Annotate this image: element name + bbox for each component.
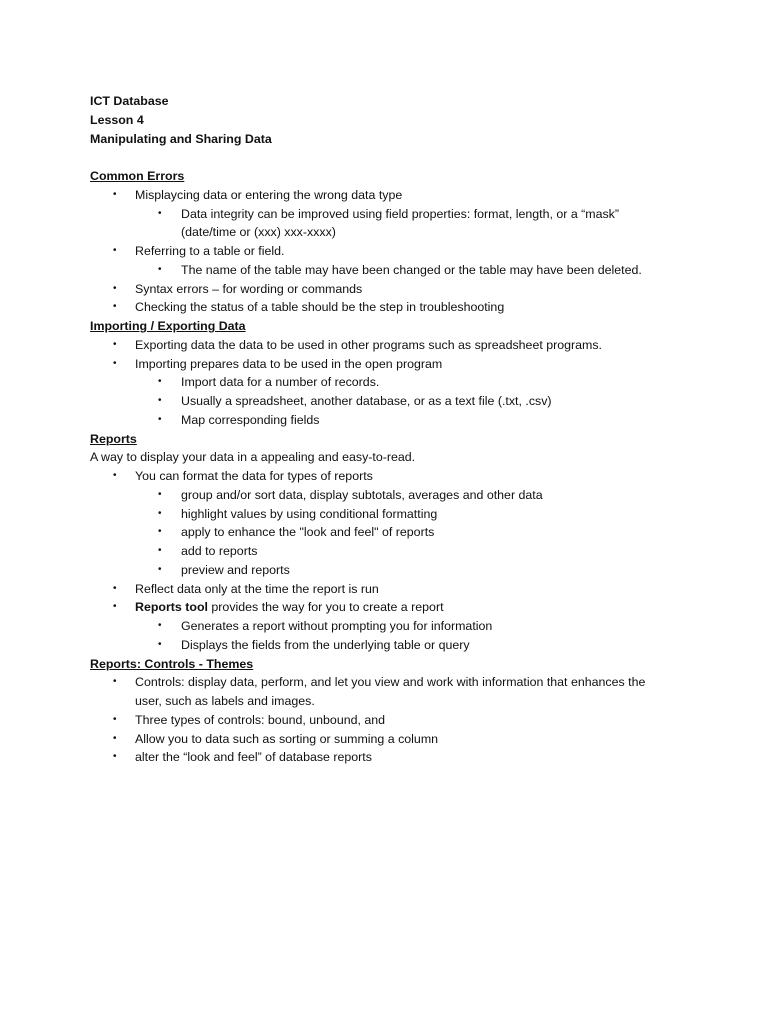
lesson-title: Manipulating and Sharing Data bbox=[90, 131, 272, 146]
list-item: • Controls: display data, perform, and let you view and work with information that enhances the bbox=[90, 673, 690, 692]
list-item: • highlight values by using conditional formatting bbox=[90, 505, 690, 524]
list-item: • The name of the table may have been changed or the table may have been deleted. bbox=[90, 261, 690, 280]
list-item: • add to reports bbox=[90, 542, 690, 561]
list-item bbox=[90, 598, 690, 617]
lesson-number: Lesson 4 bbox=[90, 112, 144, 127]
doc-title: ICT Database bbox=[90, 94, 169, 108]
list-item: • preview and reports bbox=[90, 561, 690, 580]
list-item: • group and/or sort data, display subtotals, averages and other data bbox=[90, 486, 690, 505]
list-item: • alter the “look and feel” of database reports bbox=[90, 748, 690, 767]
section-heading-common-errors: Common Errors bbox=[90, 169, 185, 183]
list-item: • Checking the status of a table should be the step in troubleshooting bbox=[90, 298, 690, 317]
document-body bbox=[90, 92, 690, 767]
section-heading-reports: Reports bbox=[90, 431, 137, 446]
list-item: • Referring to a table or field. bbox=[90, 242, 690, 261]
list-item: • Map corresponding fields bbox=[90, 411, 690, 430]
list-item: • apply to enhance the "look and feel" of reports bbox=[90, 523, 690, 542]
spacer bbox=[90, 148, 690, 167]
list-item: • Allow you to data such as sorting or summing a column bbox=[90, 730, 690, 749]
list-item: • Usually a spreadsheet, another database, or as a text file (.txt, .csv) bbox=[90, 392, 690, 411]
list-item: • Three types of controls: bound, unbound, and bbox=[90, 711, 690, 730]
reports-tool-description: provides the way for you to create a report bbox=[207, 600, 444, 615]
list-item: • Importing prepares data to be used in the open program bbox=[90, 355, 690, 374]
list-item-continuation: (date/time or (xxx) xxx-xxxx) bbox=[181, 225, 336, 240]
list-item: • Exporting data the data to be used in other programs such as spreadsheet programs. bbox=[90, 336, 690, 355]
list-item: • Misplaycing data or entering the wrong data type bbox=[90, 186, 690, 205]
reports-tool-term: Reports tool bbox=[135, 600, 208, 615]
section-heading-import-export: Importing / Exporting Data bbox=[90, 319, 246, 333]
list-item-continuation: user, such as labels and images. bbox=[135, 694, 315, 708]
list-item: • Generates a report without prompting you for information bbox=[90, 617, 690, 636]
reports-intro: A way to display your data in a appealing and easy-to-read. bbox=[90, 450, 416, 465]
list-item: • Data integrity can be improved using field properties: format, length, or a “mask” bbox=[90, 205, 690, 224]
list-item: • Reflect data only at the time the report is run bbox=[90, 580, 690, 599]
list-item: • Syntax errors – for wording or commands bbox=[90, 280, 690, 299]
list-item: • You can format the data for types of reports bbox=[90, 467, 690, 486]
list-item: • Displays the fields from the underlying table or query bbox=[90, 636, 690, 655]
list-item: • Import data for a number of records. bbox=[90, 373, 690, 392]
section-heading-controls-themes: Reports: Controls - Themes bbox=[90, 656, 254, 671]
